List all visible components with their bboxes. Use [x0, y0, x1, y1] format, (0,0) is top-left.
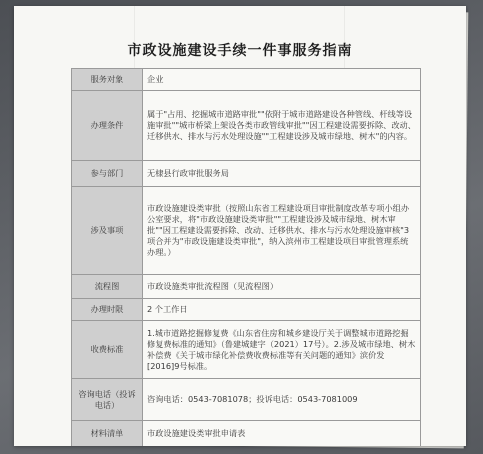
document-paper: [14, 6, 466, 446]
document-title: 市政设施建设手续一件事服务指南: [127, 43, 353, 59]
table-row: [72, 69, 421, 91]
row-value: 1.城市道路挖掘修复费《山东省住房和城乡建设厅关于调整城市道路挖掘修复费标准的通知》（鲁建城建字（2021）17号）。2.涉及城市绿地、树木补偿费《关于城市绿化补偿费收费标准等有关问题的通知》滨价发[2016]9号标准。: [143, 321, 421, 379]
row-value: 咨询电话：0543-7081078；投诉电话：0543-7081009: [143, 379, 421, 421]
row-value: 2 个工作日: [143, 299, 421, 321]
table-row: [72, 321, 421, 379]
row-label: 办理时限: [72, 299, 143, 321]
table-row: [72, 161, 421, 187]
table-row: [72, 421, 421, 447]
row-label: 参与部门: [72, 161, 143, 187]
row-label: 材料清单: [72, 421, 143, 447]
row-label: 涉及事项: [72, 187, 143, 275]
table-row: [72, 91, 421, 161]
row-label: 收费标准: [72, 321, 143, 379]
row-value: 市政设施建设类审批申请表: [143, 421, 421, 447]
row-value: 市政设施类审批流程图（见流程图）: [143, 275, 421, 299]
row-label: 办理条件: [72, 91, 143, 161]
row-value: 属于"占用、挖掘城市道路审批""依附于城市道路建设各种管线、杆线等设施审批""城市桥梁上架设各类市政管线审批""因工程建设需要拆除、改动、迁移供水、排水与污水处理设施""工程建设涉及城市绿地、树木"的内容。: [143, 91, 421, 161]
table-row: [72, 187, 421, 275]
row-value: 企业: [143, 69, 421, 91]
table-row: [72, 379, 421, 421]
row-label: 流程图: [72, 275, 143, 299]
row-label: 咨询电话（投诉电话）: [72, 379, 143, 421]
table-row: [72, 299, 421, 321]
row-value: 无棣县行政审批服务局: [143, 161, 421, 187]
row-value: 市政设施建设类审批（按照山东省工程建设项目审批制度改革专项小组办公室要求，将"市政设施建设类审批""工程建设涉及城市绿地、树木审批""因工程建设需要拆除、改动、迁移供水、排水与污水处理设施审核"3项合并为"市政设施建设类审批"，纳入滨州市工程建设项目审批管理系统办理。）: [143, 187, 421, 275]
row-label: 服务对象: [72, 69, 143, 91]
service-guide-table: [71, 68, 421, 446]
table-row: [72, 275, 421, 299]
